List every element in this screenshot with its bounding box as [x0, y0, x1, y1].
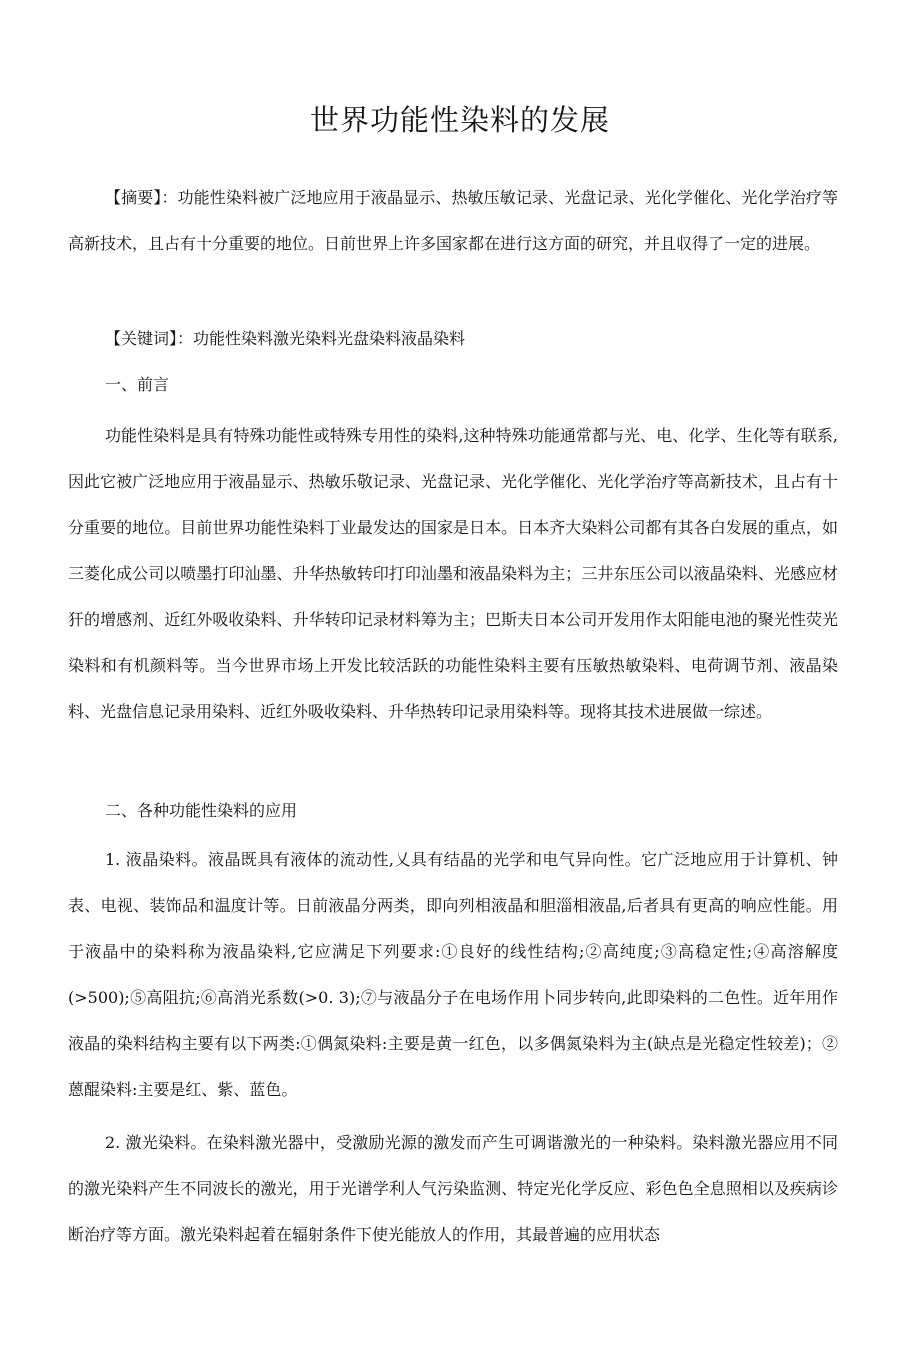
keywords-paragraph [68, 316, 838, 362]
keywords-text: 功能性染料激光染料光盘染料液晶染料 [193, 329, 466, 348]
page-title: 世界功能性染料的发展 [309, 103, 610, 137]
intro-paragraph: 功能性染料是具有特殊功能性或特殊专用性的染料,这种特殊功能通常都与光、电、化学、生化等有联系,因此它被广泛地应用于液晶显示、热敏乐敬记录、光盘记录、光化学催化、光化学治疗等高新技术，且占有十分重要的地位。目前世界功能性染料丁业最发达的国家是日本。日本齐大染料公司都有其各白发展的重点，如三菱化成公司以喷墨打印汕墨、升华热敏转印打印汕墨和液晶染料为主；三井东压公司以液晶染料、光感应材犴的增感剂、近红外吸收染料、升华转印记录材料筹为主；巴斯夫日本公司开发用作太阳能电池的聚光性荧光染料和有机颜料等。当今世界市场上开发比较活跃的功能性染料主要有压敏热敏染料、电荷调节剂、液晶染料、光盘信息记录用染料、近红外吸收染料、升华热转印记录用染料等。现将其技术进展做一综述。 [68, 426, 838, 721]
section-heading-applications: 二、各种功能性染料的应用 [105, 801, 298, 820]
liquid-crystal-dye-paragraph: 1. 液晶染料。液晶既具有液体的流动性,乂具有结晶的光学和电气异向性。它广泛地应用于计算机、钟表、电视、装饰品和温度计等。日前液晶分两类，即向列相液晶和胆淄相液晶,后者具有更高的响应性能。用于液晶中的染料称为液晶染料,它应满足下列要求:①良好的线性结构;②高纯度;③高稳定性;④高溶解度(>500);⑤高阻抗;⑥高消光系数(>0. 3);⑦与液晶分子在电场作用卜同步转向,此即染料的二色性。近年用作液晶的染料结构主要有以下两类:①偶氮染料:主要是黄一红色，以多偶氮染料为主(缺点是光稳定性较差)；②蒽醌染料:主要是红、紫、蓝色。 [68, 850, 838, 1099]
abstract-label: 【摘要】： [105, 188, 178, 207]
keywords-label: 【关键词】： [105, 329, 194, 348]
abstract-text: 功能性染料被广泛地应用于液晶显示、热敏压敏记录、光盘记录、光化学催化、光化学治疗等高新技术，且占有十分重要的地位。日前世界上许多国家都在进行这方面的研究，并且収得了一定的进展。 [68, 188, 838, 253]
section-heading-intro: 一、前言 [105, 375, 170, 394]
laser-dye-paragraph: 2. 激光染料。在染料激光器中，受激励光源的激发而产生可调谐激光的一种染料。染料激光器应用不同的激光染料产生不同波长的激光，用于光谱学利人气污染监测、特定光化学反应、彩色色全息照相以及疾病诊断治疗等方面。激光染料起着在辐射条件下使光能放人的作用，其最普遍的应用状态 [68, 1133, 838, 1244]
abstract-paragraph [68, 175, 838, 267]
